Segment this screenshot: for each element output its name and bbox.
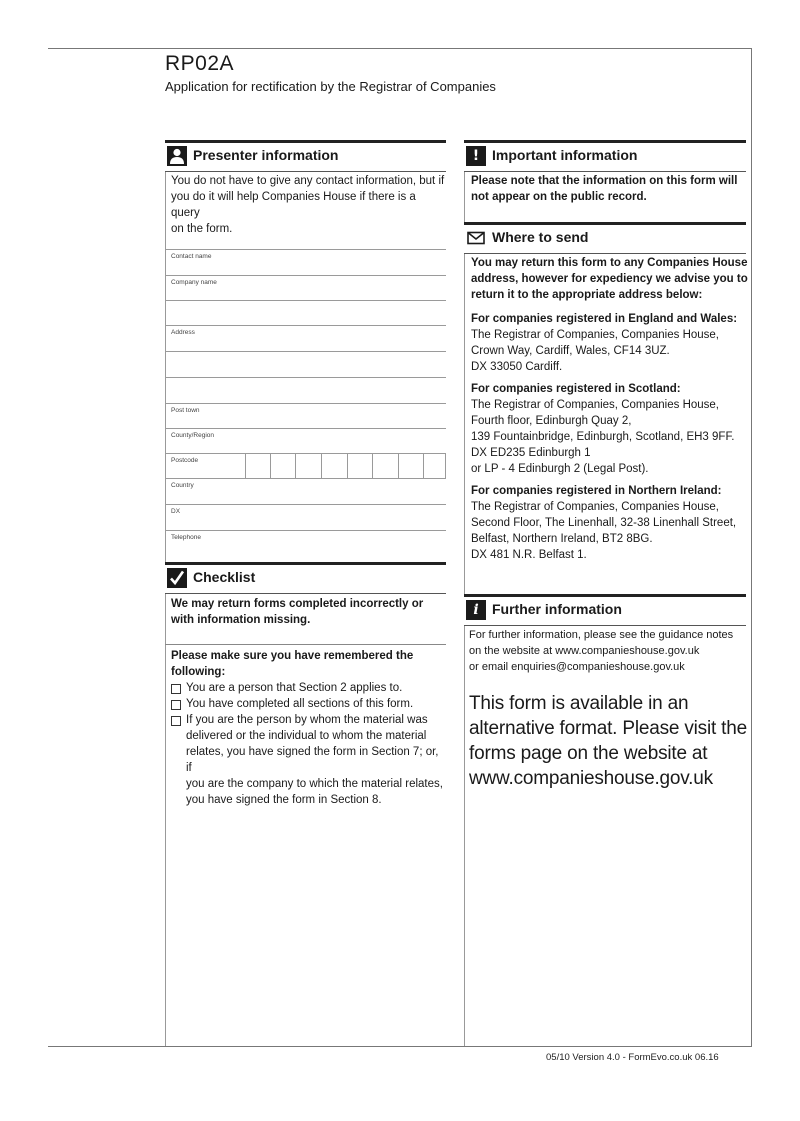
address-field[interactable] bbox=[165, 325, 446, 351]
address-line: The Registrar of Companies, Companies House, bbox=[471, 399, 720, 411]
where-intro-line: address, however for expediency we advise you to bbox=[471, 273, 748, 285]
postcode-char-box[interactable] bbox=[270, 454, 292, 478]
address-line: Fourth floor, Edinburgh Quay 2, bbox=[471, 415, 632, 427]
address-line: 139 Fountainbridge, Edinburgh, Scotland, EH3 9FF. bbox=[471, 431, 735, 443]
address-label: Address bbox=[171, 329, 195, 336]
postcode-char-box[interactable] bbox=[295, 454, 317, 478]
county-region-label: County/Region bbox=[171, 432, 214, 439]
form-title: Application for rectification by the Registrar of Companies bbox=[165, 79, 496, 94]
checklist-section-header bbox=[165, 562, 446, 594]
address-line: or LP - 4 Edinburgh 2 (Legal Post). bbox=[471, 463, 649, 475]
checklist-reminders bbox=[171, 648, 447, 680]
alt-format-line: www.companieshouse.gov.uk bbox=[469, 768, 713, 789]
exclamation-icon: ! bbox=[466, 146, 486, 166]
presenter-section-header bbox=[165, 140, 446, 172]
right-rule bbox=[751, 48, 752, 1046]
postcode-char-box[interactable] bbox=[245, 454, 267, 478]
telephone-label: Telephone bbox=[171, 534, 201, 541]
address-line2-field[interactable] bbox=[165, 351, 446, 377]
address-line: The Registrar of Companies, Companies House, bbox=[471, 501, 720, 513]
alt-format-line: This form is available in an bbox=[469, 693, 689, 714]
checklist-item-text: You have completed all sections of this form. bbox=[186, 698, 414, 710]
county-region-field[interactable] bbox=[165, 428, 446, 454]
checklist-item-text: you have signed the form in Section 8. bbox=[186, 794, 382, 806]
checklist-heading: Checklist bbox=[193, 569, 256, 585]
country-field[interactable] bbox=[165, 478, 446, 504]
contact-name-label: Contact name bbox=[171, 253, 212, 260]
presenter-intro-line: You do not have to give any contact information, but if bbox=[171, 175, 445, 187]
checklist-reminder-line: Please make sure you have remembered the bbox=[171, 650, 414, 662]
checklist-checkbox[interactable] bbox=[171, 716, 181, 726]
postcode-char-box[interactable] bbox=[423, 454, 446, 478]
post-town-label: Post town bbox=[171, 407, 200, 414]
postcode-field bbox=[165, 453, 446, 479]
where-intro-line: return it to the appropriate address below: bbox=[471, 289, 703, 301]
checklist-item-text: delivered or the individual to whom the material bbox=[186, 730, 427, 742]
form-code: RP02A bbox=[165, 52, 235, 75]
checklist-item-text: relates, you have signed the form in Section 7; or, if bbox=[186, 746, 439, 774]
checkmark-icon bbox=[167, 568, 187, 588]
post-town-field[interactable] bbox=[165, 403, 446, 429]
where-intro-line: You may return this form to any Companies House bbox=[471, 257, 748, 269]
checklist-item bbox=[165, 696, 446, 712]
checklist-warning-line: We may return forms completed incorrectly or bbox=[171, 598, 424, 610]
important-notice bbox=[471, 173, 747, 205]
presenter-intro-line: on the form. bbox=[171, 223, 233, 235]
postcode-char-box[interactable] bbox=[321, 454, 343, 478]
top-rule bbox=[48, 48, 752, 49]
telephone-field[interactable] bbox=[165, 530, 446, 556]
important-line-rest: appear on the public record. bbox=[488, 191, 647, 203]
address-line: Crown Way, Cardiff, Wales, CF14 3UZ. bbox=[471, 345, 670, 357]
checklist-divider bbox=[165, 644, 446, 645]
checklist-item-text: you are the company to which the material relates, bbox=[186, 778, 443, 790]
further-info-section-header bbox=[464, 594, 746, 626]
postcode-char-box[interactable] bbox=[347, 454, 369, 478]
checklist-warning bbox=[171, 596, 447, 628]
address-line: Belfast, Northern Ireland, BT2 8BG. bbox=[471, 533, 653, 545]
address-line: The Registrar of Companies, Companies House, bbox=[471, 329, 720, 341]
version-footer: 05/10 Version 4.0 - FormEvo.co.uk 06.16 bbox=[546, 1052, 719, 1063]
england-wales-title: For companies registered in England and Wales: bbox=[471, 313, 738, 325]
where-to-send-body bbox=[471, 255, 751, 563]
dx-label: DX bbox=[171, 508, 181, 515]
person-icon bbox=[167, 146, 187, 166]
postcode-label: Postcode bbox=[171, 457, 199, 464]
checklist-item-text: You are a person that Section 2 applies to. bbox=[186, 682, 403, 694]
checklist-reminder-line: following: bbox=[171, 666, 226, 678]
company-name-line2-field[interactable] bbox=[165, 300, 446, 326]
important-heading: Important information bbox=[492, 147, 638, 163]
scotland-title: For companies registered in Scotland: bbox=[471, 383, 681, 395]
checklist-item bbox=[165, 712, 446, 808]
company-name-field[interactable] bbox=[165, 275, 446, 301]
alt-format-line: alternative format. Please visit the bbox=[469, 718, 747, 739]
contact-name-field[interactable] bbox=[165, 249, 446, 275]
postcode-char-box[interactable] bbox=[372, 454, 394, 478]
envelope-icon bbox=[466, 228, 486, 248]
address-line: Second Floor, The Linenhall, 32-38 Linenhall Street, bbox=[471, 517, 737, 529]
checklist-item bbox=[165, 680, 446, 696]
checklist-checkbox[interactable] bbox=[171, 684, 181, 694]
checklist-item-text: If you are the person by whom the material was bbox=[186, 714, 428, 726]
country-label: Country bbox=[171, 482, 194, 489]
bottom-rule bbox=[48, 1046, 752, 1047]
checklist-items bbox=[165, 680, 446, 808]
info-icon: i bbox=[466, 600, 486, 620]
address-line3-field[interactable] bbox=[165, 377, 446, 403]
postcode-char-box[interactable] bbox=[398, 454, 420, 478]
further-info-heading: Further information bbox=[492, 601, 622, 617]
important-emphasis: not bbox=[471, 191, 489, 203]
address-line: DX 33050 Cardiff. bbox=[471, 361, 563, 373]
dx-field[interactable] bbox=[165, 504, 446, 530]
further-info-line: For further information, please see the guidance notes bbox=[469, 629, 734, 641]
presenter-intro bbox=[171, 173, 447, 237]
address-line: DX 481 N.R. Belfast 1. bbox=[471, 549, 587, 561]
checklist-checkbox[interactable] bbox=[171, 700, 181, 710]
important-section-header bbox=[464, 140, 746, 172]
alt-format-line: forms page on the website at bbox=[469, 743, 708, 764]
where-to-send-heading: Where to send bbox=[492, 229, 589, 245]
company-name-label: Company name bbox=[171, 279, 217, 286]
further-info-line: on the website at www.companieshouse.gov.uk bbox=[469, 645, 700, 657]
further-info-line: or email enquiries@companieshouse.gov.uk bbox=[469, 661, 685, 673]
northern-ireland-title: For companies registered in Northern Ireland: bbox=[471, 485, 722, 497]
important-line: Please note that the information on this form will bbox=[471, 175, 738, 187]
address-line: DX ED235 Edinburgh 1 bbox=[471, 447, 591, 459]
presenter-intro-line: you do it will help Companies House if there is a query bbox=[171, 191, 416, 219]
further-info-body bbox=[469, 627, 749, 675]
checklist-warning-line: with information missing. bbox=[171, 614, 311, 626]
presenter-heading: Presenter information bbox=[193, 147, 339, 163]
right-column-rule bbox=[464, 140, 465, 1046]
alternative-format-notice bbox=[469, 691, 749, 791]
where-to-send-section-header bbox=[464, 222, 746, 254]
important-line bbox=[471, 189, 747, 205]
